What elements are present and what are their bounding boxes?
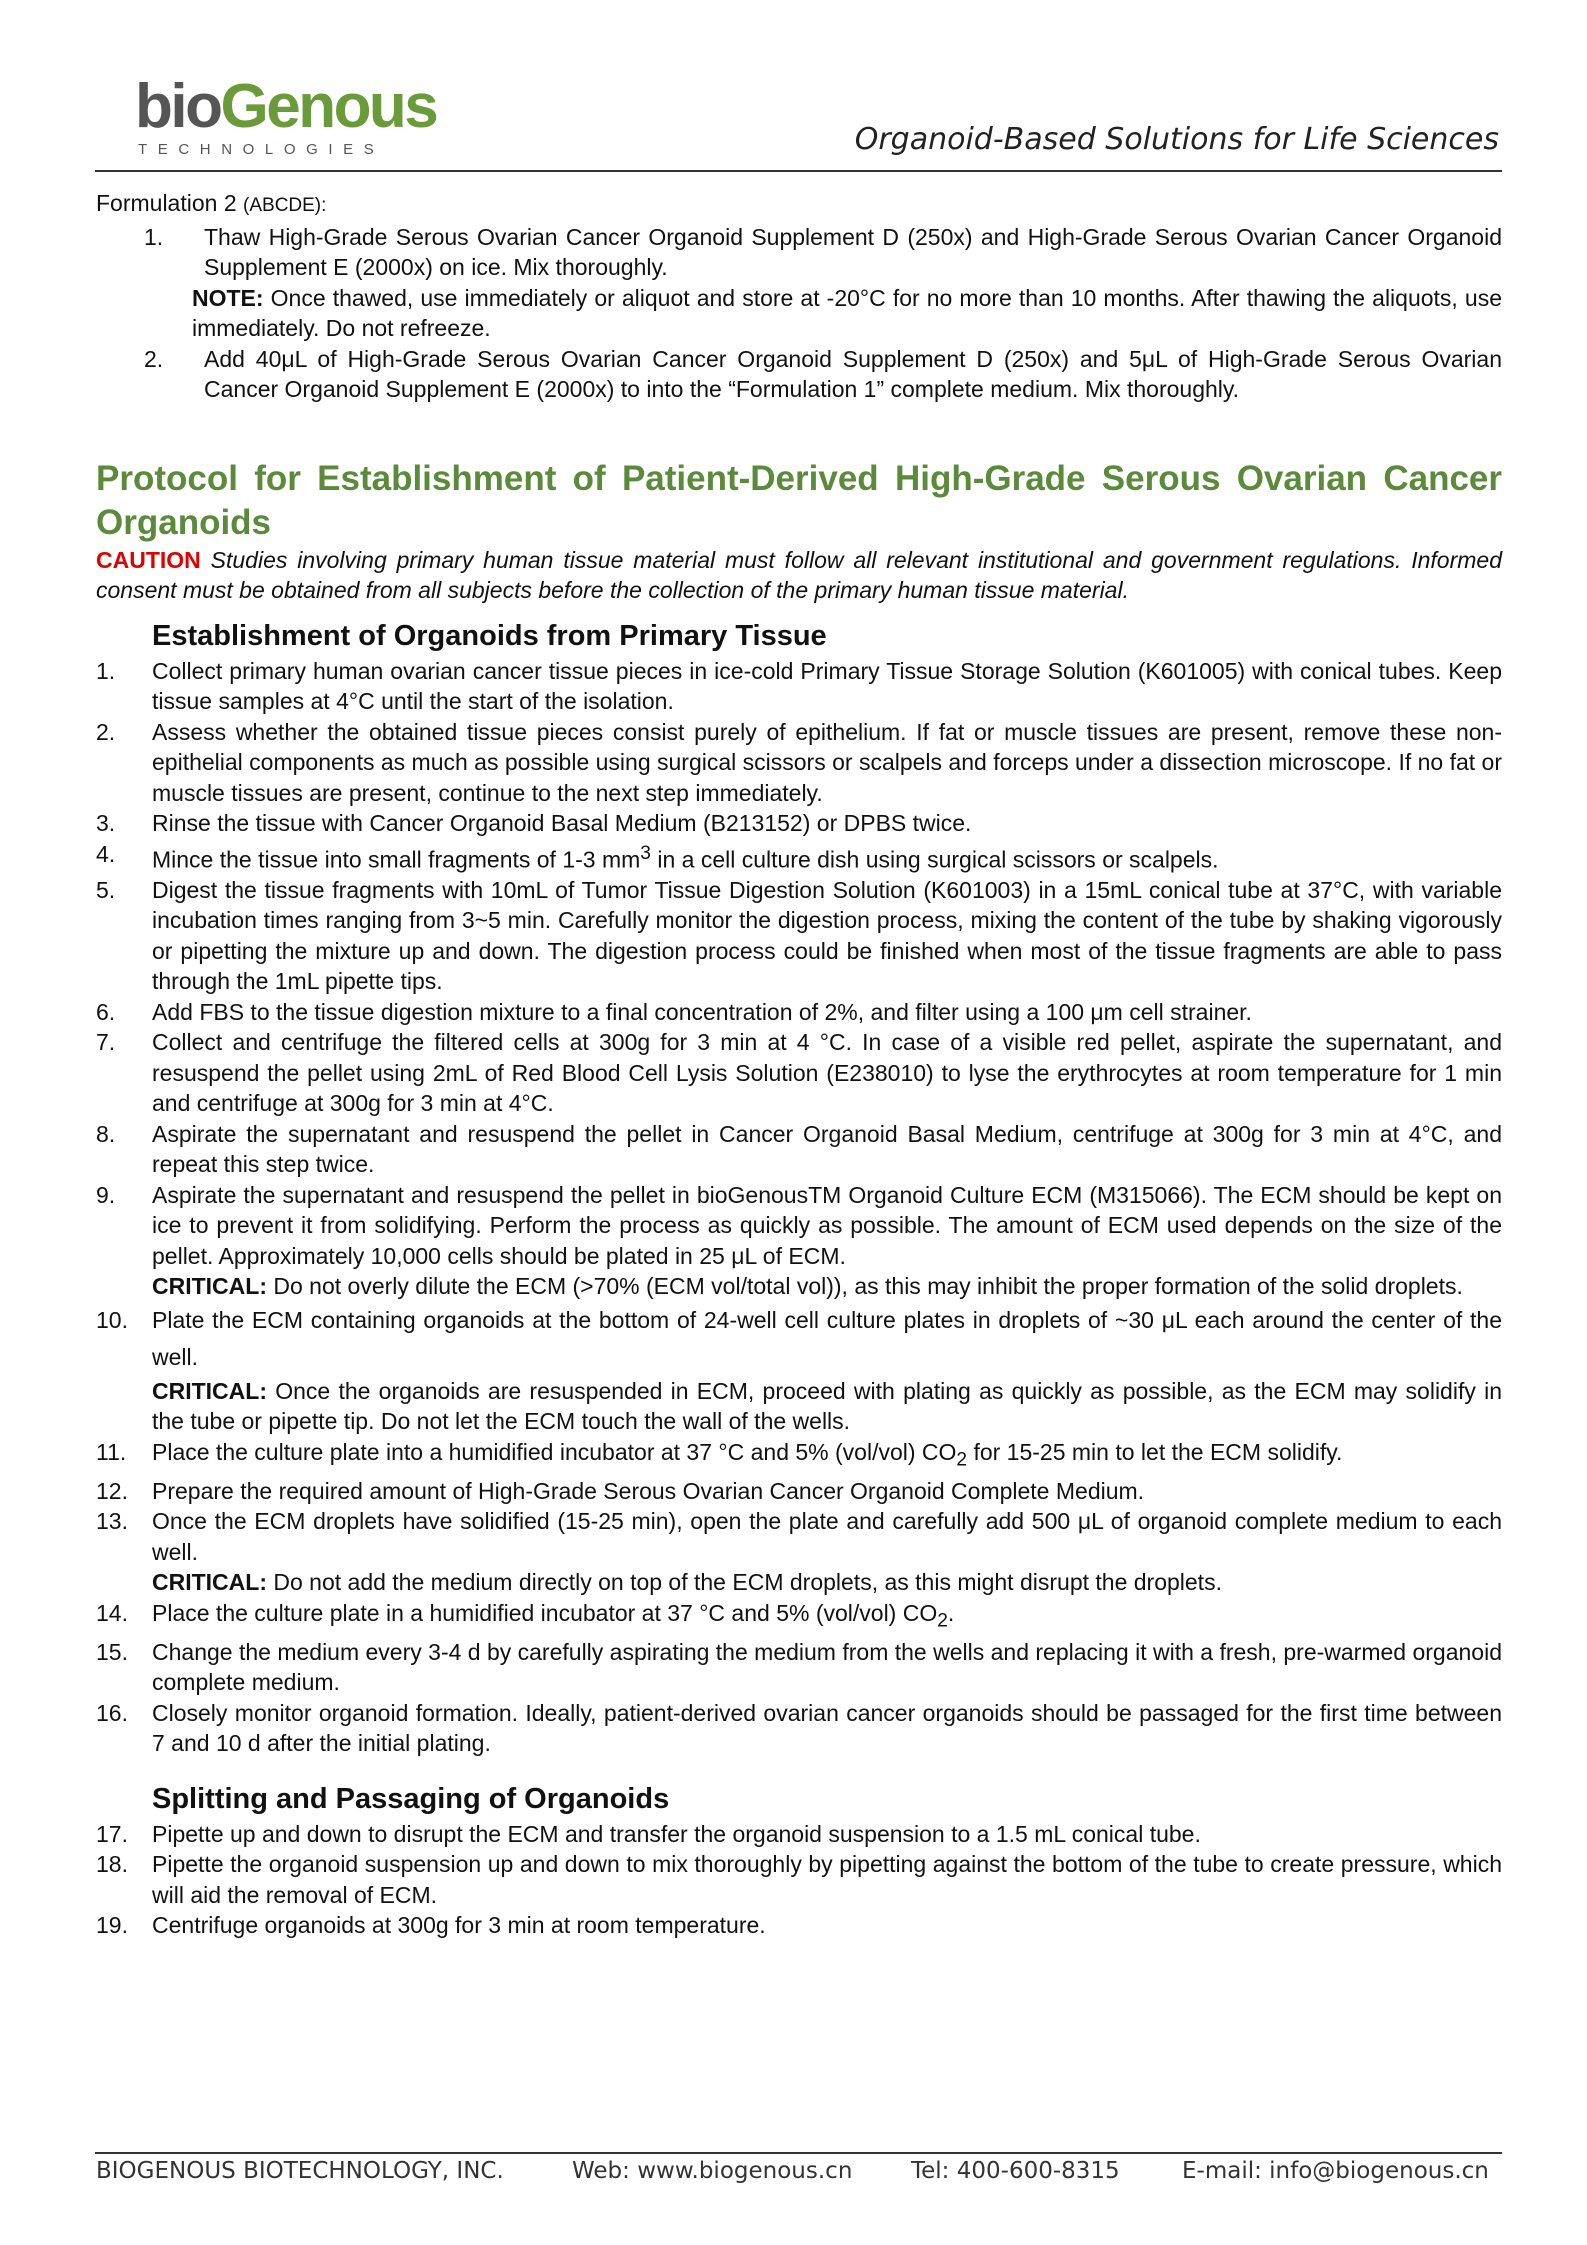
footer-company: BIOGENOUS BIOTECHNOLOGY, INC.: [96, 2158, 504, 2184]
step-number: 12.: [96, 1477, 128, 1504]
header-tagline: Organoid-Based Solutions for Life Sciences: [854, 122, 1499, 157]
header-divider: [95, 170, 1502, 172]
footer-tel: Tel: 400-600-8315: [911, 2158, 1120, 2184]
formulation-step-2: 2. Add 40μL of High-Grade Serous Ovarian Cancer Organoid Supplement D (250x) and 5μL of High-Grade Serous Ovarian Cancer Organoid Supplement E (2000x) to into the “Formulation 1” complete medium. Mix thoroughly.: [144, 345, 1502, 402]
logo-subtitle: TECHNOLOGIES: [138, 141, 385, 158]
step-number: 3.: [96, 810, 116, 836]
step-number: 17.: [96, 1820, 128, 1847]
step-11: 11. Place the culture plate into a humidified incubator at 37 °C and 5% (vol/vol) $CO_2$ for 15-25 min to let the ECM solidify.: [96, 1438, 1343, 1471]
step-4: 4. Mince the tissue into small fragments of 1-3 $mm^3$ in a cell culture dish using surgical scissors or scalpels.: [96, 840, 1219, 873]
step-number: 19.: [96, 1912, 128, 1939]
note-label: NOTE:: [192, 284, 264, 311]
establishment-heading: Establishment of Organoids from Primary Tissue: [152, 619, 827, 652]
step-5: 5. Digest the tissue fragments with 10mL of Tumor Tissue Digestion Solution (K601003) in a 15mL conical tube at 37°C, with variable incubation times ranging from 3~5 min. Carefully monitor the digestion process, mixing the content of the tube by shaking vigorously or pipetting the mixture up and down. The digestion process could be finished when most of the tissue fragments are able to pass through the 1mL pipette tips.: [96, 876, 1502, 995]
step-number: 2.: [144, 345, 164, 372]
step-8: 8. Aspirate the supernatant and resuspend the pellet in Cancer Organoid Basal Medium, centrifuge at 300g for 3 min at 4°C, and repeat this step twice.: [96, 1120, 1502, 1178]
step-number: 16.: [96, 1699, 128, 1726]
step-17: 17. Pipette up and down to disrupt the ECM and transfer the organoid suspension to a 1.5 mL conical tube.: [96, 1819, 1502, 1850]
footer-divider: [95, 2152, 1502, 2154]
step-number: 18.: [96, 1851, 128, 1878]
step-3: 3. Rinse the tissue with Cancer Organoid Basal Medium (B213152) or DPBS twice.: [96, 808, 1502, 839]
logo-bio: bio: [135, 72, 221, 141]
step-number: 5.: [96, 876, 116, 903]
step-6: 6. Add FBS to the tissue digestion mixture to a final concentration of 2%, and filter using a 100 μm cell strainer.: [96, 997, 1502, 1028]
step-number: 13.: [96, 1508, 128, 1535]
critical-label: CRITICAL:: [152, 1273, 267, 1300]
critical-label: CRITICAL:: [152, 1377, 267, 1404]
caution-label: CAUTION: [96, 546, 201, 573]
footer-web: Web: www.biogenous.cn: [572, 2158, 853, 2184]
step-15: 15. Change the medium every 3-4 d by carefully aspirating the medium from the wells and replacing it with a fresh, pre-warmed organoid complete medium.: [96, 1638, 1502, 1696]
step-2: 2. Assess whether the obtained tissue pieces consist purely of epithelium. If fat or muscle tissues are present, remove these non-epithelial components as much as possible using surgical scissors or scalpels and forceps under a dissection microscope. If no fat or muscle tissues are present, continue to the next step immediately.: [96, 718, 1503, 806]
step-number: 4.: [96, 840, 116, 867]
logo-genous: Genous: [220, 72, 437, 141]
formulation-2-title: Formulation 2 (ABCDE):: [96, 190, 327, 216]
step-7: 7. Collect and centrifuge the filtered cells at 300g for 3 min at 4 °C. In case of a visible red pellet, aspirate the supernatant, and resuspend the pellet using 2mL of Red Blood Cell Lysis Solution (E238010) to lyse the erythrocytes at room temperature for 1 min and centrifuge at 300g for 3 min at 4°C.: [96, 1029, 1502, 1117]
step-12: 12. Prepare the required amount of High-Grade Serous Ovarian Cancer Organoid Complete Medium.: [96, 1476, 1502, 1507]
step-number: 14.: [96, 1599, 128, 1626]
page-header: [0, 0, 1587, 180]
splitting-heading: Splitting and Passaging of Organoids: [152, 1782, 670, 1815]
step-number: 11.: [96, 1438, 127, 1465]
formulation-step-1: 1. Thaw High-Grade Serous Ovarian Cancer Organoid Supplement D (250x) and High-Grade Serous Ovarian Cancer Organoid Supplement E (2000x) on ice. Mix thoroughly.: [144, 223, 1502, 280]
step-number: 1.: [96, 657, 116, 684]
step-1: 1. Collect primary human ovarian cancer tissue pieces in ice-cold Primary Tissue Storage Solution (K601005) with conical tubes. Keep tissue samples at 4°C until the start of the isolation.: [96, 657, 1502, 714]
footer-email: E-mail: info@biogenous.cn: [1182, 2158, 1489, 2184]
step-number: 10.: [96, 1306, 128, 1333]
step-10: 10. Plate the ECM containing organoids at the bottom of 24-well cell culture plates in droplets of ~30 μL each around the center of the well.: [96, 1302, 1502, 1376]
step-number: 6.: [96, 998, 116, 1025]
step-number: 2.: [96, 718, 116, 745]
critical-label: CRITICAL:: [152, 1569, 267, 1596]
critical-note-9: CRITICAL: Do not overly dilute the ECM (>70% (ECM vol/total vol)), as this may inhibit the proper formation of the solid droplets.: [152, 1273, 1463, 1300]
critical-note-10: CRITICAL: Once the organoids are resuspended in ECM, proceed with plating as quickly as possible, as the ECM may solidify in the tube or pipette tip. Do not let the ECM touch the wall of the wells.: [152, 1377, 1502, 1435]
document-body: [96, 188, 1502, 1941]
protocol-title: Protocol for Establishment of Patient-Derived High-Grade Serous Ovarian Cancer Organoids: [96, 458, 1502, 542]
step-19: 19. Centrifuge organoids at 300g for 3 min at room temperature.: [96, 1910, 1502, 1941]
step-9: 9. Aspirate the supernatant and resuspend the pellet in bioGenousTM Organoid Culture ECM (M315066). The ECM should be kept on ice to prevent it from solidifying. Perform the process as quickly as possible. The amount of ECM used depends on the size of the pellet. Approximately 10,000 cells should be plated in 25 μL of ECM.: [96, 1181, 1502, 1269]
step-number: 8.: [96, 1120, 116, 1147]
step-number: 15.: [96, 1638, 128, 1665]
step-14: 14. Place the culture plate in a humidified incubator at 37 °C and 5% (vol/vol) $CO_2$.: [96, 1599, 955, 1632]
step-number: 9.: [96, 1181, 116, 1208]
step-18: 18. Pipette the organoid suspension up and down to mix thoroughly by pipetting against the bottom of the tube to create pressure, which will aid the removal of ECM.: [96, 1851, 1502, 1908]
step-13: 13. Once the ECM droplets have solidified (15-25 min), open the plate and carefully add 500 μL of organoid complete medium to each well.: [96, 1508, 1502, 1565]
biogenous-logo: [135, 72, 437, 141]
step-number: 7.: [96, 1029, 116, 1056]
step-16: 16. Closely monitor organoid formation. Ideally, patient-derived ovarian cancer organoids should be passaged for the first time between 7 and 10 d after the initial plating.: [96, 1699, 1502, 1757]
step-number: 1.: [144, 223, 164, 250]
formulation-note: NOTE: Once thawed, use immediately or aliquot and store at -20°C for no more than 10 months. After thawing the aliquots, use immediately. Do not refreeze.: [192, 284, 1502, 341]
caution-notice: CAUTION Studies involving primary human tissue material must follow all relevant institutional and government regulations. Informed consent must be obtained from all subjects before the collection of the primary human tissue material.: [96, 546, 1502, 603]
critical-note-13: CRITICAL: Do not add the medium directly on top of the ECM droplets, as this might disrupt the droplets.: [152, 1569, 1222, 1596]
